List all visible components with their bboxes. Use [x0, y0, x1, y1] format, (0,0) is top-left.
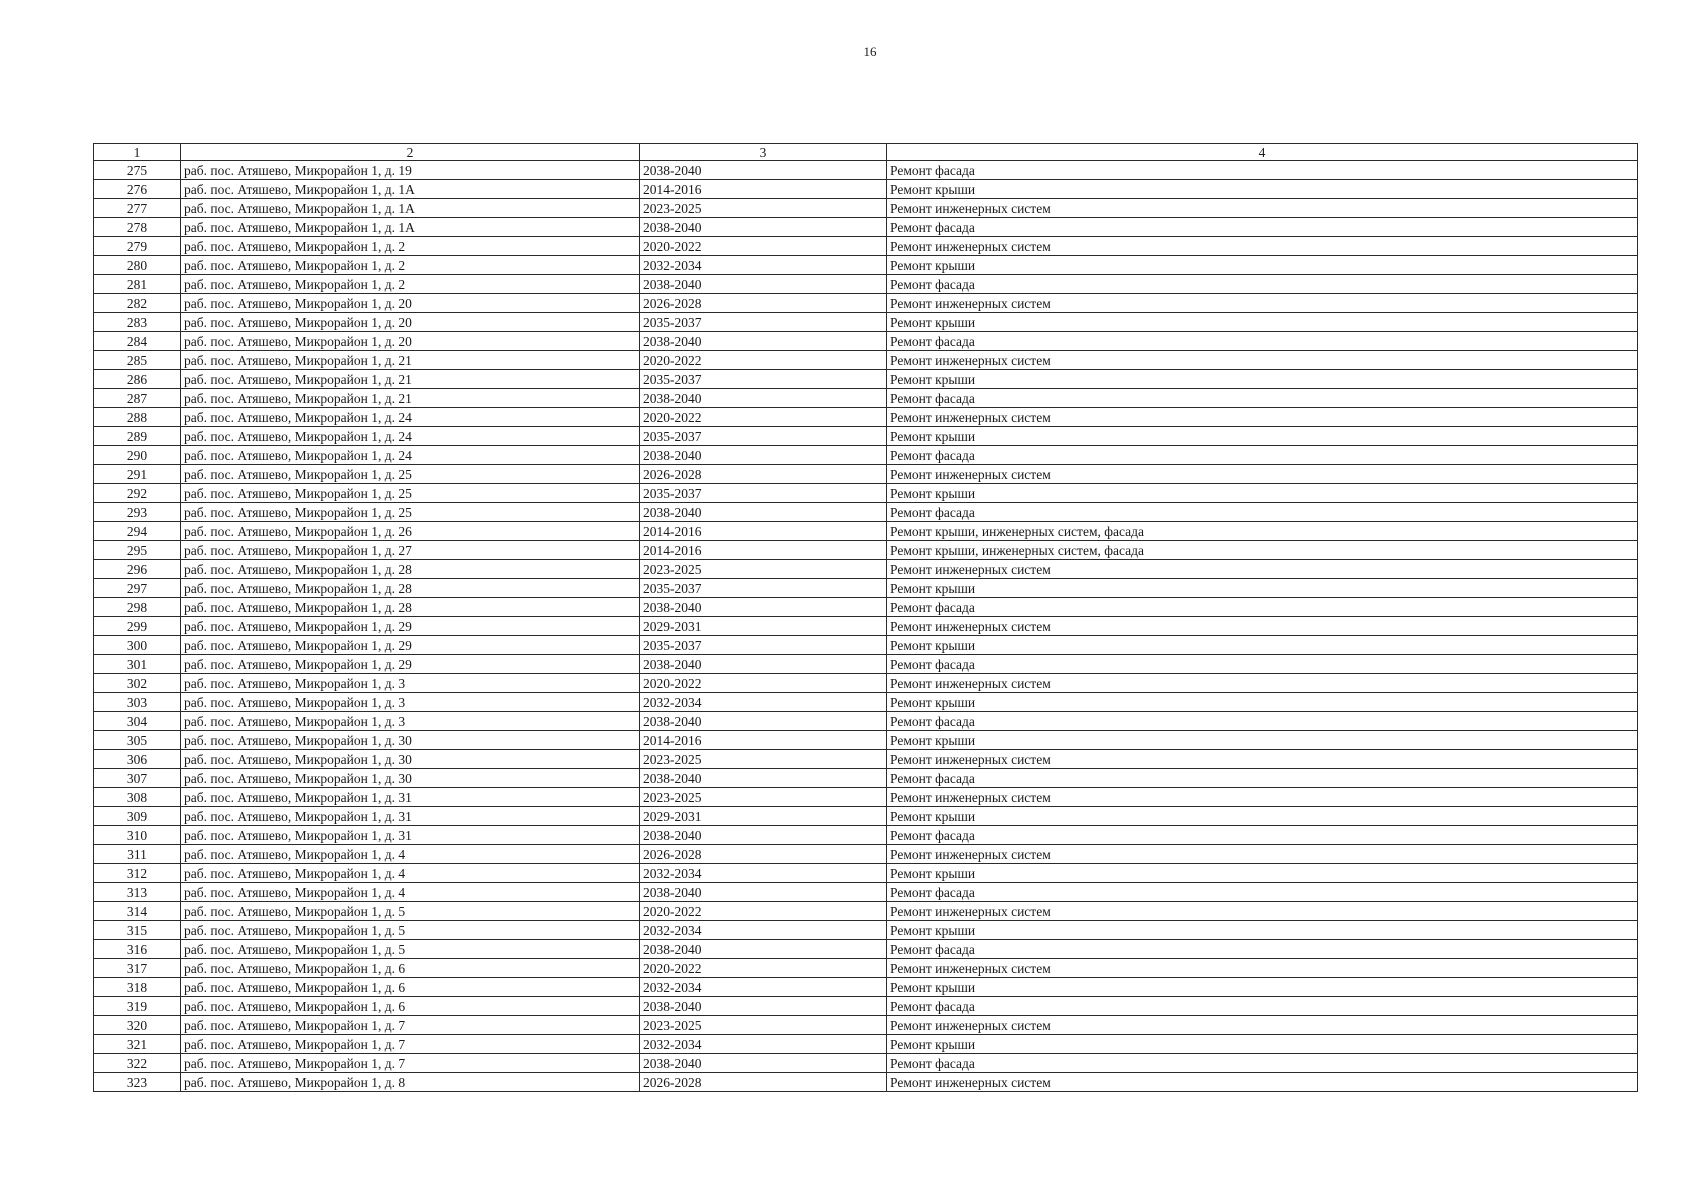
address-cell: раб. пос. Атяшево, Микрорайон 1, д. 30 [181, 769, 640, 788]
work-type-cell: Ремонт крыши [887, 579, 1638, 598]
row-number: 278 [94, 218, 181, 237]
period-cell: 2026-2028 [640, 845, 887, 864]
table-row [94, 503, 1638, 522]
row-number: 310 [94, 826, 181, 845]
address-cell: раб. пос. Атяшево, Микрорайон 1, д. 4 [181, 864, 640, 883]
row-number: 303 [94, 693, 181, 712]
row-number: 296 [94, 560, 181, 579]
work-type-cell: Ремонт крыши [887, 978, 1638, 997]
work-type-cell: Ремонт фасада [887, 161, 1638, 180]
table-header [94, 144, 1638, 161]
work-type-cell: Ремонт фасада [887, 389, 1638, 408]
period-cell: 2038-2040 [640, 712, 887, 731]
address-cell: раб. пос. Атяшево, Микрорайон 1, д. 25 [181, 484, 640, 503]
work-type-cell: Ремонт инженерных систем [887, 1016, 1638, 1035]
address-cell: раб. пос. Атяшево, Микрорайон 1, д. 3 [181, 674, 640, 693]
work-type-cell: Ремонт фасада [887, 446, 1638, 465]
work-type-cell: Ремонт инженерных систем [887, 959, 1638, 978]
table-row [94, 1054, 1638, 1073]
period-cell: 2038-2040 [640, 655, 887, 674]
period-cell: 2014-2016 [640, 522, 887, 541]
address-cell: раб. пос. Атяшево, Микрорайон 1, д. 31 [181, 807, 640, 826]
work-type-cell: Ремонт крыши, инженерных систем, фасада [887, 522, 1638, 541]
table-row [94, 294, 1638, 313]
table-row [94, 636, 1638, 655]
address-cell: раб. пос. Атяшево, Микрорайон 1, д. 25 [181, 465, 640, 484]
table-row [94, 275, 1638, 294]
table-row [94, 427, 1638, 446]
address-cell: раб. пос. Атяшево, Микрорайон 1, д. 7 [181, 1016, 640, 1035]
row-number: 276 [94, 180, 181, 199]
table-row [94, 256, 1638, 275]
row-number: 286 [94, 370, 181, 389]
period-cell: 2026-2028 [640, 1073, 887, 1092]
row-number: 288 [94, 408, 181, 427]
work-type-cell: Ремонт крыши [887, 693, 1638, 712]
period-cell: 2026-2028 [640, 294, 887, 313]
period-cell: 2038-2040 [640, 1054, 887, 1073]
work-type-cell: Ремонт крыши [887, 180, 1638, 199]
table-row [94, 237, 1638, 256]
work-type-cell: Ремонт фасада [887, 826, 1638, 845]
address-cell: раб. пос. Атяшево, Микрорайон 1, д. 21 [181, 351, 640, 370]
period-cell: 2023-2025 [640, 199, 887, 218]
row-number: 301 [94, 655, 181, 674]
work-type-cell: Ремонт крыши [887, 1035, 1638, 1054]
work-type-cell: Ремонт инженерных систем [887, 465, 1638, 484]
row-number: 323 [94, 1073, 181, 1092]
address-cell: раб. пос. Атяшево, Микрорайон 1, д. 21 [181, 370, 640, 389]
table-row [94, 617, 1638, 636]
row-number: 322 [94, 1054, 181, 1073]
table-row [94, 750, 1638, 769]
table-row [94, 218, 1638, 237]
table-row [94, 921, 1638, 940]
row-number: 275 [94, 161, 181, 180]
period-cell: 2023-2025 [640, 750, 887, 769]
table-row [94, 807, 1638, 826]
address-cell: раб. пос. Атяшево, Микрорайон 1, д. 2 [181, 275, 640, 294]
row-number: 292 [94, 484, 181, 503]
period-cell: 2032-2034 [640, 693, 887, 712]
work-type-cell: Ремонт инженерных систем [887, 351, 1638, 370]
row-number: 289 [94, 427, 181, 446]
row-number: 315 [94, 921, 181, 940]
table-row [94, 446, 1638, 465]
period-cell: 2038-2040 [640, 332, 887, 351]
address-cell: раб. пос. Атяшево, Микрорайон 1, д. 6 [181, 997, 640, 1016]
row-number: 281 [94, 275, 181, 294]
row-number: 313 [94, 883, 181, 902]
address-cell: раб. пос. Атяшево, Микрорайон 1, д. 7 [181, 1054, 640, 1073]
table-row [94, 560, 1638, 579]
row-number: 287 [94, 389, 181, 408]
table-row [94, 864, 1638, 883]
address-cell: раб. пос. Атяшево, Микрорайон 1, д. 6 [181, 978, 640, 997]
work-type-cell: Ремонт фасада [887, 598, 1638, 617]
table-row [94, 1073, 1638, 1092]
address-cell: раб. пос. Атяшево, Микрорайон 1, д. 1А [181, 218, 640, 237]
row-number: 298 [94, 598, 181, 617]
address-cell: раб. пос. Атяшево, Микрорайон 1, д. 1А [181, 180, 640, 199]
table-row [94, 731, 1638, 750]
work-type-cell: Ремонт фасада [887, 503, 1638, 522]
address-cell: раб. пос. Атяшево, Микрорайон 1, д. 3 [181, 712, 640, 731]
work-type-cell: Ремонт фасада [887, 940, 1638, 959]
address-cell: раб. пос. Атяшево, Микрорайон 1, д. 20 [181, 332, 640, 351]
address-cell: раб. пос. Атяшево, Микрорайон 1, д. 4 [181, 883, 640, 902]
row-number: 277 [94, 199, 181, 218]
row-number: 280 [94, 256, 181, 275]
work-type-cell: Ремонт крыши [887, 864, 1638, 883]
table-row [94, 389, 1638, 408]
work-type-cell: Ремонт крыши [887, 484, 1638, 503]
row-number: 300 [94, 636, 181, 655]
address-cell: раб. пос. Атяшево, Микрорайон 1, д. 2 [181, 256, 640, 275]
row-number: 312 [94, 864, 181, 883]
period-cell: 2032-2034 [640, 921, 887, 940]
table-body [94, 161, 1638, 1092]
address-cell: раб. пос. Атяшево, Микрорайон 1, д. 28 [181, 579, 640, 598]
row-number: 321 [94, 1035, 181, 1054]
table-row [94, 484, 1638, 503]
period-cell: 2020-2022 [640, 902, 887, 921]
work-type-cell: Ремонт инженерных систем [887, 1073, 1638, 1092]
row-number: 279 [94, 237, 181, 256]
table-row [94, 693, 1638, 712]
period-cell: 2038-2040 [640, 503, 887, 522]
table-row [94, 826, 1638, 845]
period-cell: 2032-2034 [640, 256, 887, 275]
row-number: 307 [94, 769, 181, 788]
period-cell: 2035-2037 [640, 636, 887, 655]
work-type-cell: Ремонт фасада [887, 275, 1638, 294]
table-row [94, 522, 1638, 541]
row-number: 318 [94, 978, 181, 997]
table-row [94, 370, 1638, 389]
row-number: 283 [94, 313, 181, 332]
address-cell: раб. пос. Атяшево, Микрорайон 1, д. 31 [181, 826, 640, 845]
table-row [94, 997, 1638, 1016]
work-type-cell: Ремонт фасада [887, 883, 1638, 902]
period-cell: 2038-2040 [640, 997, 887, 1016]
period-cell: 2035-2037 [640, 313, 887, 332]
period-cell: 2035-2037 [640, 370, 887, 389]
work-type-cell: Ремонт инженерных систем [887, 408, 1638, 427]
table-row [94, 1016, 1638, 1035]
table-row [94, 712, 1638, 731]
period-cell: 2038-2040 [640, 275, 887, 294]
row-number: 316 [94, 940, 181, 959]
address-cell: раб. пос. Атяшево, Микрорайон 1, д. 24 [181, 427, 640, 446]
table-row [94, 902, 1638, 921]
address-cell: раб. пос. Атяшево, Микрорайон 1, д. 6 [181, 959, 640, 978]
table-row [94, 408, 1638, 427]
work-type-cell: Ремонт инженерных систем [887, 294, 1638, 313]
period-cell: 2038-2040 [640, 598, 887, 617]
table-row [94, 978, 1638, 997]
work-type-cell: Ремонт фасада [887, 218, 1638, 237]
period-cell: 2029-2031 [640, 807, 887, 826]
work-type-cell: Ремонт инженерных систем [887, 845, 1638, 864]
period-cell: 2026-2028 [640, 465, 887, 484]
row-number: 293 [94, 503, 181, 522]
work-type-cell: Ремонт фасада [887, 997, 1638, 1016]
header-row [94, 144, 1638, 161]
period-cell: 2035-2037 [640, 484, 887, 503]
period-cell: 2038-2040 [640, 940, 887, 959]
address-cell: раб. пос. Атяшево, Микрорайон 1, д. 29 [181, 617, 640, 636]
work-type-cell: Ремонт инженерных систем [887, 750, 1638, 769]
address-cell: раб. пос. Атяшево, Микрорайон 1, д. 29 [181, 655, 640, 674]
period-cell: 2023-2025 [640, 788, 887, 807]
column-header-4: 4 [887, 144, 1638, 161]
address-cell: раб. пос. Атяшево, Микрорайон 1, д. 24 [181, 408, 640, 427]
period-cell: 2020-2022 [640, 237, 887, 256]
row-number: 285 [94, 351, 181, 370]
address-cell: раб. пос. Атяшево, Микрорайон 1, д. 8 [181, 1073, 640, 1092]
work-type-cell: Ремонт инженерных систем [887, 674, 1638, 693]
period-cell: 2014-2016 [640, 180, 887, 199]
work-type-cell: Ремонт инженерных систем [887, 617, 1638, 636]
address-cell: раб. пос. Атяшево, Микрорайон 1, д. 29 [181, 636, 640, 655]
address-cell: раб. пос. Атяшево, Микрорайон 1, д. 30 [181, 750, 640, 769]
table-row [94, 541, 1638, 560]
period-cell: 2020-2022 [640, 408, 887, 427]
address-cell: раб. пос. Атяшево, Микрорайон 1, д. 31 [181, 788, 640, 807]
work-type-cell: Ремонт крыши [887, 313, 1638, 332]
page-number: 16 [863, 44, 877, 59]
address-cell: раб. пос. Атяшево, Микрорайон 1, д. 28 [181, 598, 640, 617]
period-cell: 2020-2022 [640, 351, 887, 370]
table-row [94, 674, 1638, 693]
work-type-cell: Ремонт фасада [887, 1054, 1638, 1073]
work-type-cell: Ремонт инженерных систем [887, 560, 1638, 579]
period-cell: 2038-2040 [640, 826, 887, 845]
work-type-cell: Ремонт инженерных систем [887, 237, 1638, 256]
table-row [94, 579, 1638, 598]
table-row [94, 959, 1638, 978]
period-cell: 2023-2025 [640, 560, 887, 579]
period-cell: 2032-2034 [640, 1035, 887, 1054]
column-header-1: 1 [94, 144, 181, 161]
period-cell: 2032-2034 [640, 978, 887, 997]
address-cell: раб. пос. Атяшево, Микрорайон 1, д. 1А [181, 199, 640, 218]
address-cell: раб. пос. Атяшево, Микрорайон 1, д. 5 [181, 940, 640, 959]
row-number: 305 [94, 731, 181, 750]
table-row [94, 180, 1638, 199]
table-row [94, 769, 1638, 788]
table-row [94, 313, 1638, 332]
row-number: 319 [94, 997, 181, 1016]
period-cell: 2038-2040 [640, 218, 887, 237]
address-cell: раб. пос. Атяшево, Микрорайон 1, д. 20 [181, 313, 640, 332]
work-type-cell: Ремонт фасада [887, 655, 1638, 674]
row-number: 299 [94, 617, 181, 636]
table-row [94, 598, 1638, 617]
address-cell: раб. пос. Атяшево, Микрорайон 1, д. 21 [181, 389, 640, 408]
table-row [94, 199, 1638, 218]
period-cell: 2038-2040 [640, 769, 887, 788]
work-type-cell: Ремонт крыши [887, 427, 1638, 446]
address-cell: раб. пос. Атяшево, Микрорайон 1, д. 28 [181, 560, 640, 579]
period-cell: 2020-2022 [640, 959, 887, 978]
period-cell: 2038-2040 [640, 446, 887, 465]
address-cell: раб. пос. Атяшево, Микрорайон 1, д. 2 [181, 237, 640, 256]
row-number: 290 [94, 446, 181, 465]
period-cell: 2014-2016 [640, 541, 887, 560]
table-row [94, 883, 1638, 902]
table-row [94, 845, 1638, 864]
table-row [94, 788, 1638, 807]
period-cell: 2014-2016 [640, 731, 887, 750]
period-cell: 2029-2031 [640, 617, 887, 636]
work-type-cell: Ремонт фасада [887, 712, 1638, 731]
period-cell: 2038-2040 [640, 389, 887, 408]
work-type-cell: Ремонт крыши [887, 807, 1638, 826]
table-row [94, 465, 1638, 484]
address-cell: раб. пос. Атяшево, Микрорайон 1, д. 19 [181, 161, 640, 180]
row-number: 309 [94, 807, 181, 826]
work-type-cell: Ремонт инженерных систем [887, 788, 1638, 807]
work-type-cell: Ремонт инженерных систем [887, 902, 1638, 921]
row-number: 284 [94, 332, 181, 351]
period-cell: 2032-2034 [640, 864, 887, 883]
work-type-cell: Ремонт крыши [887, 256, 1638, 275]
address-cell: раб. пос. Атяшево, Микрорайон 1, д. 7 [181, 1035, 640, 1054]
period-cell: 2035-2037 [640, 579, 887, 598]
work-type-cell: Ремонт крыши [887, 921, 1638, 940]
row-number: 314 [94, 902, 181, 921]
work-type-cell: Ремонт фасада [887, 332, 1638, 351]
address-cell: раб. пос. Атяшево, Микрорайон 1, д. 25 [181, 503, 640, 522]
row-number: 295 [94, 541, 181, 560]
row-number: 308 [94, 788, 181, 807]
table-row [94, 1035, 1638, 1054]
address-cell: раб. пос. Атяшево, Микрорайон 1, д. 3 [181, 693, 640, 712]
work-type-cell: Ремонт крыши [887, 370, 1638, 389]
work-type-cell: Ремонт фасада [887, 769, 1638, 788]
address-cell: раб. пос. Атяшево, Микрорайон 1, д. 30 [181, 731, 640, 750]
address-cell: раб. пос. Атяшево, Микрорайон 1, д. 5 [181, 902, 640, 921]
work-type-cell: Ремонт крыши [887, 731, 1638, 750]
table-row [94, 655, 1638, 674]
row-number: 304 [94, 712, 181, 731]
period-cell: 2038-2040 [640, 161, 887, 180]
row-number: 297 [94, 579, 181, 598]
table-row [94, 332, 1638, 351]
row-number: 320 [94, 1016, 181, 1035]
table-row [94, 940, 1638, 959]
row-number: 317 [94, 959, 181, 978]
table-row [94, 161, 1638, 180]
repair-schedule-table [93, 143, 1638, 1092]
work-type-cell: Ремонт инженерных систем [887, 199, 1638, 218]
period-cell: 2038-2040 [640, 883, 887, 902]
row-number: 306 [94, 750, 181, 769]
row-number: 294 [94, 522, 181, 541]
period-cell: 2023-2025 [640, 1016, 887, 1035]
period-cell: 2020-2022 [640, 674, 887, 693]
address-cell: раб. пос. Атяшево, Микрорайон 1, д. 26 [181, 522, 640, 541]
address-cell: раб. пос. Атяшево, Микрорайон 1, д. 24 [181, 446, 640, 465]
row-number: 311 [94, 845, 181, 864]
column-header-3: 3 [640, 144, 887, 161]
row-number: 291 [94, 465, 181, 484]
row-number: 282 [94, 294, 181, 313]
column-header-2: 2 [181, 144, 640, 161]
address-cell: раб. пос. Атяшево, Микрорайон 1, д. 5 [181, 921, 640, 940]
address-cell: раб. пос. Атяшево, Микрорайон 1, д. 20 [181, 294, 640, 313]
work-type-cell: Ремонт крыши [887, 636, 1638, 655]
row-number: 302 [94, 674, 181, 693]
address-cell: раб. пос. Атяшево, Микрорайон 1, д. 4 [181, 845, 640, 864]
table-row [94, 351, 1638, 370]
work-type-cell: Ремонт крыши, инженерных систем, фасада [887, 541, 1638, 560]
address-cell: раб. пос. Атяшево, Микрорайон 1, д. 27 [181, 541, 640, 560]
period-cell: 2035-2037 [640, 427, 887, 446]
